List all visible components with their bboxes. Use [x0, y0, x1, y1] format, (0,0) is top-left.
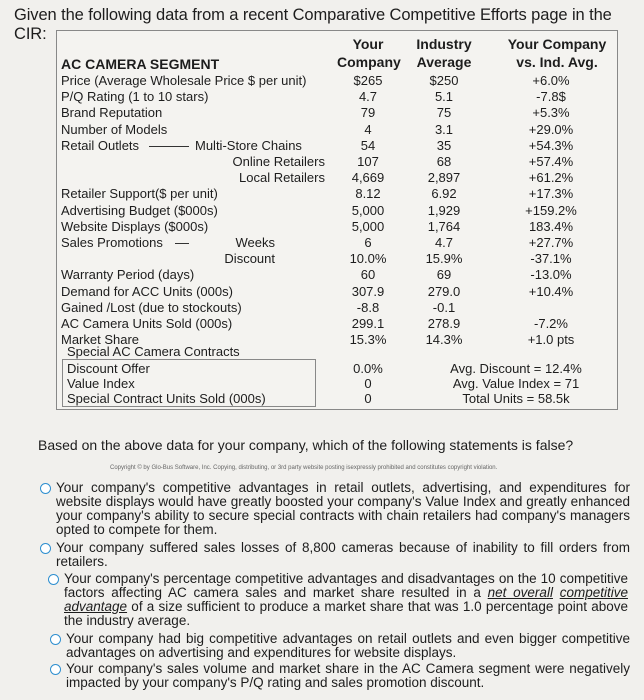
table-row	[57, 170, 617, 186]
your-company-value: 8.12	[355, 186, 381, 202]
table-row	[57, 219, 617, 235]
option-5[interactable]: Your company's sales volume and market share in the AC Camera segment were negatively impacted by your company's P/Q rating and sales promotion discount.	[50, 662, 630, 692]
your-company-value: 60	[360, 267, 376, 283]
vs-industry-value: +27.7%	[528, 235, 574, 250]
your-company-header: Your Company	[337, 36, 401, 70]
industry-average-value: 2,897	[427, 170, 461, 186]
table-row	[57, 138, 617, 154]
industry-average-value: 75	[436, 105, 452, 121]
connector-line	[175, 243, 189, 244]
vs-industry-value: +6.0%	[532, 73, 570, 88]
your-company-value: 10.0%	[349, 251, 387, 267]
page-title: Given the following data from a recent Comparative Competitive Efforts page in the CIR:	[14, 6, 612, 43]
your-company-value: $265	[353, 73, 383, 88]
option-1[interactable]: Your company's competitive advantages in retail outlets, advertising, and expenditures for website displays would have greatly boosted your company's Value Index and greatly enhanced your company's ability to secure special contracts with chain retailers had company's managers opted to compete for them.	[40, 481, 630, 539]
special-row-summary: Avg. Discount = 12.4%	[450, 361, 582, 376]
radio-option-5[interactable]	[50, 664, 61, 675]
vs-industry-value: -37.1%	[530, 251, 572, 267]
radio-option-1[interactable]	[40, 483, 51, 494]
your-company-value: 5,000	[351, 218, 385, 234]
your-company-value: 4	[364, 121, 372, 137]
option-3[interactable]: Your company's percentage competitive advantages and disadvantages on the 10 competitive factors affecting AC camera sales and market share resulted in a net overall competitive advantage of a size sufficient to produce a market share that was 1.0 percentage point above the industry average.	[48, 572, 628, 630]
your-company-value: 15.3%	[349, 332, 387, 348]
row-label: Number of Models	[61, 121, 168, 137]
industry-average-value: 6.92	[431, 186, 457, 202]
your-company-value: 107	[357, 154, 379, 169]
row-label: Advertising Budget ($000s)	[61, 202, 218, 218]
industry-average-value: $250	[429, 73, 459, 88]
option-2[interactable]: Your company suffered sales losses of 8,800 cameras because of inability to fill orders from retailers.	[40, 541, 630, 569]
your-company-value: 6	[364, 235, 372, 250]
table-row	[57, 186, 617, 202]
industry-average-value: 4.7	[434, 235, 454, 250]
special-row	[57, 376, 617, 392]
industry-average-value: -0.1	[432, 299, 456, 315]
row-label: Gained /Lost (due to stockouts)	[61, 299, 242, 315]
special-row-label: Discount Offer	[67, 361, 150, 376]
row-label: Sales Promotions	[61, 235, 163, 250]
table-row	[57, 89, 617, 105]
special-row-summary: Avg. Value Index = 71	[452, 376, 580, 391]
special-row-summary: Total Units = 58.5k	[462, 391, 570, 406]
row-label: P/Q Rating (1 to 10 stars)	[61, 89, 209, 105]
vs-industry-value: +61.2%	[528, 170, 574, 186]
your-company-value: 54	[360, 137, 376, 153]
special-heading: Special AC Camera Contracts	[67, 344, 240, 359]
row-label: Website Displays ($000s)	[61, 218, 209, 234]
table-row	[57, 267, 617, 283]
row-sublabel: Local Retailers	[239, 170, 325, 186]
vs-industry-value: -7.8$	[536, 89, 566, 105]
row-sublabel: Multi-Store Chains	[195, 137, 302, 153]
radio-option-3[interactable]	[48, 574, 59, 585]
connector-line	[149, 146, 189, 147]
vs-industry-value: +1.0 pts	[527, 332, 575, 348]
table-row	[57, 105, 617, 121]
industry-average-value: 1,764	[427, 218, 461, 234]
vs-industry-value: +54.3%	[528, 137, 574, 153]
your-company-value: -8.8	[356, 299, 380, 315]
your-company-value: 4.7	[358, 89, 378, 105]
industry-average-header: Industry Average	[416, 36, 472, 70]
copyright-notice: Copyright © by Glo-Bus Software, Inc. Copying, distributing, or 3rd party website posting isexpressly prohibited and constitutes copyright violation.	[110, 465, 498, 471]
segment-header: AC CAMERA SEGMENT	[61, 56, 220, 72]
your-company-value: 299.1	[351, 316, 385, 331]
vs-industry-value: -13.0%	[530, 267, 572, 283]
row-label: Demand for ACC Units (000s)	[61, 283, 233, 299]
table-row	[57, 300, 617, 316]
your-company-value: 307.9	[351, 283, 385, 299]
table-row	[57, 235, 617, 251]
vs-industry-header: Your Company vs. Ind. Avg.	[507, 36, 607, 70]
industry-average-value: 35	[436, 137, 452, 153]
vs-industry-value: +159.2%	[525, 202, 577, 218]
industry-average-value: 1,929	[427, 202, 461, 218]
row-label: Brand Reputation	[61, 105, 163, 121]
special-row-label: Value Index	[67, 376, 135, 391]
question-text: Based on the above data for your company, which of the following statements is false?	[38, 437, 574, 453]
industry-average-value: 69	[436, 267, 452, 283]
row-label: Retail Outlets	[61, 137, 140, 153]
industry-average-value: 5.1	[434, 89, 454, 105]
row-label: Retailer Support($ per unit)	[61, 186, 218, 202]
vs-industry-value: +57.4%	[528, 154, 574, 169]
vs-industry-value: +29.0%	[528, 121, 574, 137]
radio-option-2[interactable]	[40, 543, 51, 554]
competitive-efforts-table	[56, 30, 618, 410]
row-label: Warranty Period (days)	[61, 267, 195, 283]
vs-industry-value: +10.4%	[528, 283, 574, 299]
special-row-label: Special Contract Units Sold (000s)	[67, 391, 266, 406]
row-sublabel: Weeks	[235, 235, 275, 250]
special-row-value: 0.0%	[353, 361, 383, 376]
table-row	[57, 203, 617, 219]
special-row-value: 0	[364, 391, 372, 406]
vs-industry-value: 183.4%	[528, 218, 574, 234]
row-label: Price (Average Wholesale Price $ per unit)	[61, 73, 307, 88]
your-company-value: 4,669	[351, 170, 385, 186]
radio-option-4[interactable]	[50, 634, 61, 645]
industry-average-value: 279.0	[427, 283, 461, 299]
vs-industry-value: +5.3%	[532, 105, 570, 121]
your-company-value: 5,000	[351, 202, 385, 218]
row-label: AC Camera Units Sold (000s)	[61, 316, 233, 331]
your-company-value: 79	[360, 105, 376, 121]
special-row	[57, 391, 617, 407]
vs-industry-value: +17.3%	[528, 186, 574, 202]
table-row	[57, 122, 617, 138]
special-row	[57, 361, 617, 377]
special-row-value: 0	[364, 376, 372, 391]
industry-average-value: 68	[436, 154, 452, 169]
row-sublabel: Online Retailers	[232, 154, 325, 169]
table-row	[57, 73, 617, 89]
row-sublabel: Discount	[224, 251, 275, 267]
table-row	[57, 154, 617, 170]
vs-industry-value: -7.2%	[534, 316, 568, 331]
table-row	[57, 284, 617, 300]
industry-average-value: 15.9%	[425, 251, 463, 267]
industry-average-value: 278.9	[427, 316, 461, 331]
table-row	[57, 316, 617, 332]
row-label: Market Share	[61, 332, 140, 348]
industry-average-value: 14.3%	[425, 332, 463, 348]
table-row	[57, 251, 617, 267]
option-4[interactable]: Your company had big competitive advantages on retail outlets and even bigger competitive advantages on advertising and expenditures for website displays.	[50, 632, 630, 660]
industry-average-value: 3.1	[434, 121, 454, 137]
